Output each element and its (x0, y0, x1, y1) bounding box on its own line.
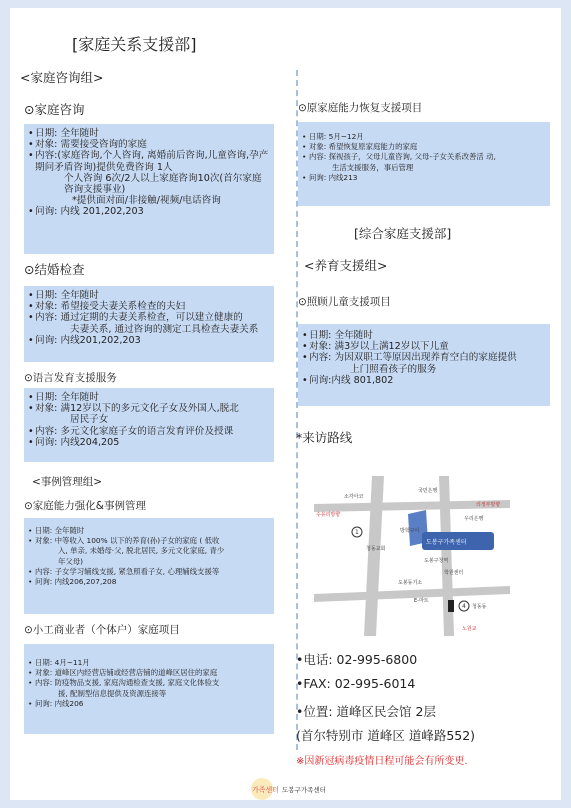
list-item: • 对象: 满3岁以上满12岁以下儿童 (302, 341, 546, 352)
list-item: • 问询: 内线 201,202,203 (28, 206, 270, 217)
map-center-label: 도봉구가족센터 (426, 539, 467, 546)
map-label: 소각아코 (344, 494, 364, 500)
list-item-cont: 入, 单亲, 未婚母·父, 脱北居民, 多元文化家庭, 青少 (58, 546, 225, 556)
childcare-support-box (298, 324, 550, 406)
page-title: [家庭关系支援部] (72, 35, 197, 54)
logo-mark-text: 가족센터 (252, 786, 280, 794)
map-label: 수유리방향 (316, 512, 341, 518)
origin-family-box (298, 122, 550, 206)
map-label: 우리은행 (464, 516, 484, 522)
list-item: • 问询: 内线206 (28, 699, 270, 709)
list-item-cont: *提供面对面/非接触/视频/电话咨询 (72, 195, 221, 207)
dept-title-integrated: [综合家庭支援部] (354, 226, 452, 241)
map-label: 도봉구청역 (424, 558, 449, 564)
list-item: • 对象: 需要接受咨询的家庭 (28, 139, 270, 150)
list-item: • 日期: 5月~12月 (302, 132, 546, 142)
section-title-origin-family: ⊙原家庭能力恢复支援项目 (298, 102, 423, 114)
logo-text: 도봉구가족센터 (282, 786, 326, 794)
list-item: • 内容: 通过定期的夫妻关系检查，可以建立健康的 (28, 312, 270, 323)
contact-location: •位置: 道峰区民会馆 2层 (296, 704, 436, 719)
logo-svg (250, 776, 350, 802)
contact-fax: •FAX: 02-995-6014 (296, 676, 416, 691)
family-counseling-box (24, 124, 274, 254)
list-item: • 日期: 全年随时 (28, 290, 270, 301)
list-item: • 对象: 中等收入 100% 以下的养育(孙)子女的家庭 ( 低收 (28, 536, 270, 546)
map-label: 청동교회 (366, 546, 386, 552)
map-station-icon (448, 600, 454, 612)
route-map-svg (314, 476, 510, 636)
list-item: • 日期: 全年随时 (28, 526, 270, 536)
route-title: *来访路线 (296, 430, 353, 445)
list-item: • 对象: 希望接受夫妻关系检查的夫妇 (28, 301, 270, 312)
section-title-family-counseling: ⊙家庭咨询 (24, 102, 85, 117)
list-item-cont: 年父母) (58, 556, 84, 566)
route-map (314, 476, 510, 636)
list-item: • 内容: 探视孩子，父母儿童咨询, 父母-子女关系改善活 动, (302, 152, 546, 162)
language-support-box (24, 388, 274, 462)
section-title-capacity: ⊙家庭能力强化&事例管理 (24, 500, 146, 512)
map-label: 방학구이 (400, 528, 420, 534)
group-title-childcare: <养育支援组> (304, 258, 388, 273)
capacity-box (24, 518, 274, 614)
list-item: • 对象: 满12岁以下的多元文化子女及外国人,脱北 (28, 403, 270, 414)
list-item: • 内容:(家庭咨询,个人咨询, 离婚前后咨询,儿童咨询,孕产期问矛盾咨询)提供免费咨询 1人 (28, 150, 270, 172)
map-label: 학원센터 (444, 570, 464, 576)
list-item: • 对象: 希望恢复原家庭能力的家庭 (302, 142, 546, 152)
list-item-cont: 个人咨询 6次/2人以上家庭咨询10次(首尔家庭咨询支援事业) (64, 172, 262, 196)
section-title-small-business: ⊙小工商业者（个体户）家庭项目 (24, 624, 180, 636)
map-label: 국민은행 (418, 488, 438, 494)
marriage-check-box (24, 286, 274, 362)
list-item-cont: 上门照看孩子的服务 (350, 363, 437, 375)
map-label: E-마트 (414, 598, 429, 604)
small-business-box (24, 644, 274, 734)
list-item-cont: 居民子女 (70, 414, 109, 426)
list-item: • 问询: 内线206,207,208 (28, 577, 270, 587)
list-item-cont: 生活支援服务，事后管理 (332, 162, 414, 172)
flyer-page (10, 8, 561, 800)
list-item-cont: 援, 配制型信息提供及资源连接等 (58, 688, 167, 698)
map-label: 도봉동기소 (398, 580, 423, 586)
map-road-main (364, 476, 384, 636)
list-item: • 日期: 全年随时 (28, 128, 270, 139)
contact-address: (首尔特别市 道峰区 道峰路552) (296, 728, 476, 743)
list-item: • 内容: 多元文化家庭子女的语言发育评价及授课 (28, 426, 270, 437)
map-label: 청동동 (472, 604, 487, 610)
list-item: • 问询: 内线201,202,203 (28, 335, 270, 346)
map-marker-label: 1 (355, 529, 359, 536)
footer-logo (250, 776, 350, 802)
list-item: • 内容: 防疫物品支援, 家庭沟通检查支援, 家庭文化体验支 (28, 678, 270, 688)
list-item: • 问询:内线 801,802 (302, 375, 546, 386)
list-item: • 日期: 全年随时 (28, 392, 270, 403)
section-title-marriage-check: ⊙结婚检查 (24, 262, 85, 277)
section-title-language-support: ⊙语言发育支援服务 (24, 372, 117, 384)
covid-notice: ※因新冠病毒疫情日程可能会有所变更. (296, 756, 468, 767)
list-item: • 内容: 为因双职工等原因出现养育空白的家庭提供 (302, 352, 546, 363)
list-item: • 对象: 道峰区内经营店铺或经营店铺的道峰区居住的家庭 (28, 668, 270, 678)
list-item: • 日期: 4月~11月 (28, 658, 270, 668)
list-item-cont: 夫妻关系, 通过咨询的测定工具检查夫妻关系 (70, 323, 259, 335)
list-item: • 内容: 子女学习辅线支援, 紧急照看子女, 心理辅线支援等 (28, 567, 270, 577)
map-label: 의정부방향 (476, 502, 501, 508)
group-title-counseling: <家庭咨询组> (20, 70, 104, 85)
list-item: • 日期: 全年随时 (302, 330, 546, 341)
map-road-bottom (314, 586, 510, 602)
contact-phone: •电话: 02-995-6800 (296, 652, 418, 667)
section-title-childcare-support: ⊙照顾儿童支援项目 (298, 296, 391, 308)
list-item: • 问询: 内线213 (302, 173, 546, 183)
list-item: • 问询: 内线204,205 (28, 437, 270, 448)
map-marker-label: 4 (462, 603, 466, 610)
group-title-case-management: <事例管理组> (32, 476, 103, 488)
map-label: 노원교 (462, 626, 477, 632)
